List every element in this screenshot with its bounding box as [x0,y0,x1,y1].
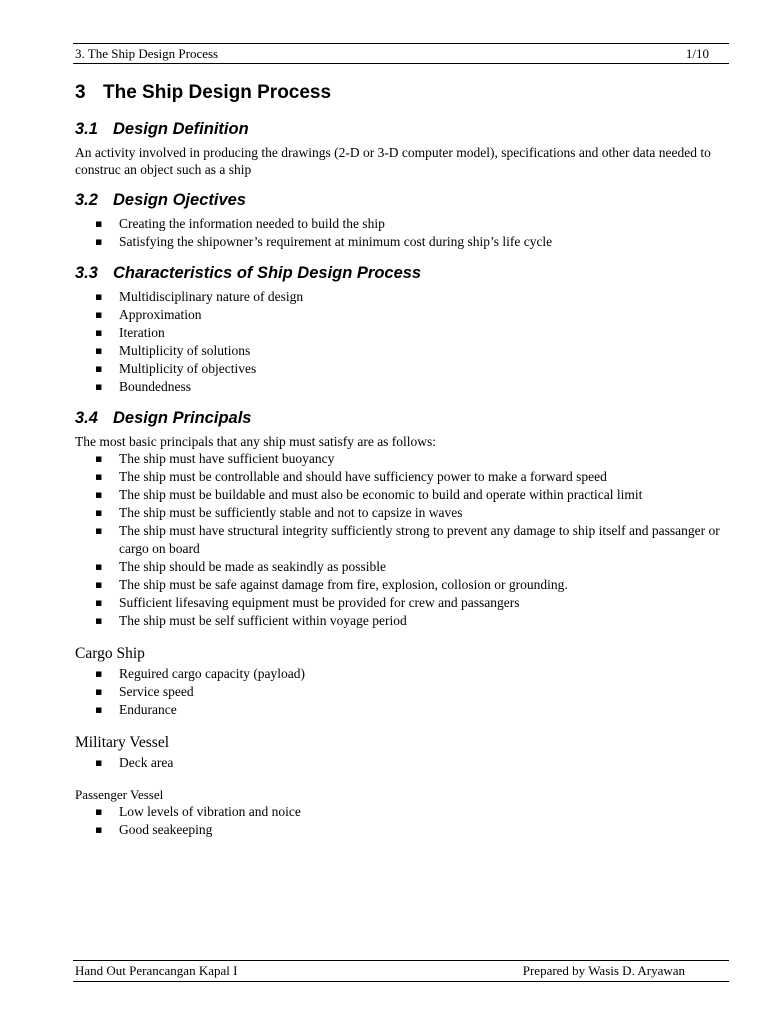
list-item: ▪ Multidisciplinary nature of design [73,288,729,306]
military-vessel-list [73,754,729,772]
list-item: ▪ Good seakeeping [73,821,729,839]
section-number: 3.2 [75,191,98,209]
list-item: ▪ The ship must be self sufficient within voyage period [73,612,729,630]
section-heading-3-3 [75,262,729,284]
section-title: Characteristics of Ship Design Process [113,264,422,282]
page-number: 1/10 [685,46,709,61]
list-item: ▪ Reguired cargo capacity (payload) [73,665,729,683]
list-item: ▪ Creating the information needed to build the ship [73,215,729,233]
page-content [73,80,729,850]
list-item: ▪ Boundedness [73,378,729,396]
passenger-vessel-heading: Passenger Vessel [75,787,164,802]
section-heading-3-1 [75,118,729,140]
list-item: ▪ The ship must have sufficient buoyancy [73,450,729,468]
list-item: ▪ Low levels of vibration and noice [73,803,729,821]
section-title: Design Definition [113,120,249,138]
list-item: ▪ The ship should be made as seakindly as possible [73,558,729,576]
list-item: ▪ The ship must be buildable and must also be economic to build and operate within practical limit [73,486,729,504]
list-item: ▪ Service speed [73,683,729,701]
chapter-title [75,80,729,106]
header-title: 3. The Ship Design Process [75,46,219,61]
list-item: ▪ Satisfying the shipowner’s requirement at minimum cost during ship’s life cycle [73,233,729,251]
cargo-ship-list [73,665,729,719]
footer-author: Prepared by Wasis D. Aryawan [522,963,685,978]
military-vessel-heading: Military Vessel [75,734,169,751]
list-item: ▪ Deck area [73,754,729,772]
cargo-ship-heading: Cargo Ship [75,645,145,662]
passenger-vessel-list [73,803,729,839]
footer-course: Hand Out Perancangan Kapal I [75,963,238,978]
list-item: ▪ Multiplicity of solutions [73,342,729,360]
definition-paragraph: An activity involved in producing the drawings (2-D or 3-D computer model), specifications and other data needed to construc an object such as a ship [75,145,711,177]
list-item: ▪ The ship must have structural integrity sufficiently strong to prevent any damage to ship itself and passanger or cargo on board [73,522,729,558]
document-page [73,0,729,1024]
section-title: Design Principals [113,409,252,427]
principals-list [73,450,729,630]
list-item: ▪ Sufficient lifesaving equipment must be provided for crew and passangers [73,594,729,612]
list-item: ▪ The ship must be sufficiently stable and not to capsize in waves [73,504,729,522]
section-number: 3.3 [75,264,98,282]
section-heading-3-2 [75,189,729,211]
section-number: 3.1 [75,120,98,138]
list-item: ▪ The ship must be controllable and should have sufficiency power to make a forward speed [73,468,729,486]
list-item: ▪ Endurance [73,701,729,719]
chapter-title-text: The Ship Design Process [103,82,332,103]
list-item: ▪ Multiplicity of objectives [73,360,729,378]
list-item: ▪ The ship must be safe against damage from fire, explosion, collosion or grounding. [73,576,729,594]
section-title: Design Ojectives [113,191,246,209]
characteristics-list [73,288,729,396]
chapter-number: 3 [75,82,86,103]
section-number: 3.4 [75,409,98,427]
objectives-list [73,215,729,251]
page-footer [73,960,729,982]
list-item: ▪ Iteration [73,324,729,342]
section-heading-3-4 [75,407,729,429]
list-item: ▪ Approximation [73,306,729,324]
principals-intro: The most basic principals that any ship must satisfy are as follows: [75,434,437,449]
page-header [73,43,729,64]
